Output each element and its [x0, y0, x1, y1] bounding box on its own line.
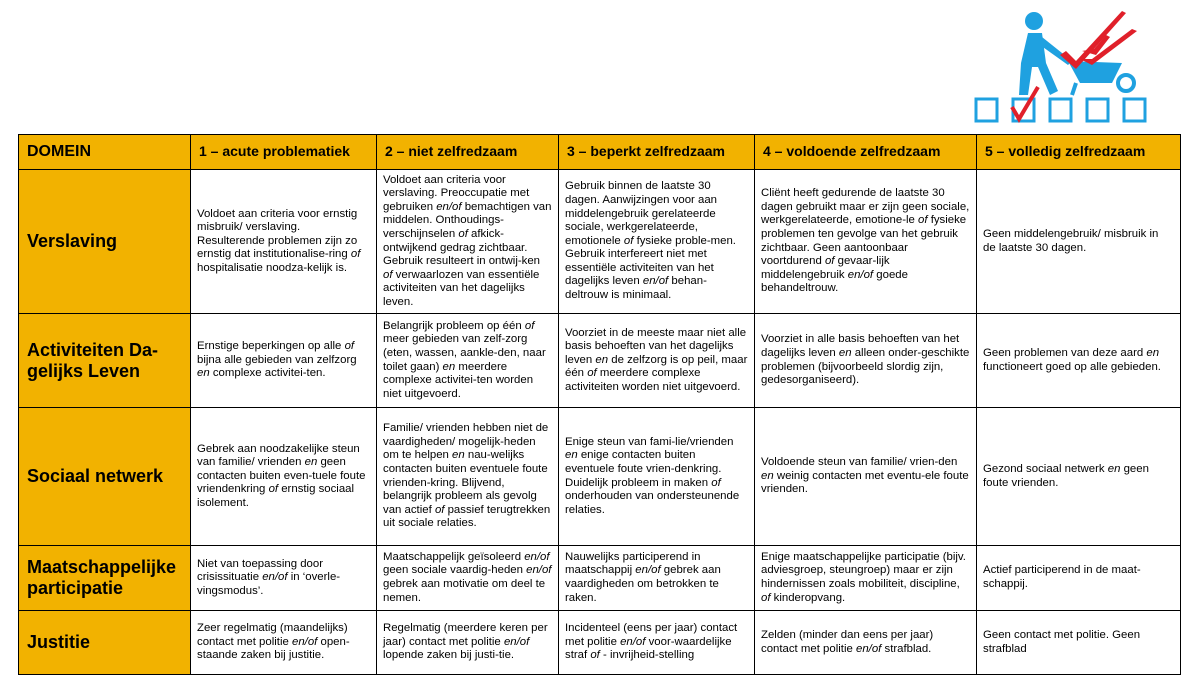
- header-level-1: 1 – acute problematiek: [191, 135, 377, 170]
- table-cell: Voldoende steun van familie/ vrien-den en weinig contacten met eventu-ele foute vrienden.: [755, 408, 977, 546]
- table-cell: Actief participerend in de maat-schappij.: [977, 546, 1181, 611]
- domain-label: Justitie: [19, 611, 191, 675]
- table-row-justitie: [19, 611, 1181, 675]
- table-cell: Ernstige beperkingen op alle of bijna alle gebieden van zelfzorg en complexe activitei-ten.: [191, 314, 377, 408]
- table-cell: Geen contact met politie. Geen strafblad: [977, 611, 1181, 675]
- table-cell: Voorziet in alle basis behoeften van het dagelijks leven en alleen onder-geschikte problemen (bijvoorbeeld slordig zijn, gedesorganiseerd).: [755, 314, 977, 408]
- table-row-participatie: [19, 546, 1181, 611]
- table-cell: Regelmatig (meerdere keren per jaar) contact met politie en/of lopende zaken bij justi-tie.: [377, 611, 559, 675]
- self-sufficiency-matrix: [18, 134, 1181, 675]
- domain-label: Sociaal netwerk: [19, 408, 191, 546]
- header-row: [19, 135, 1181, 170]
- table-cell: Geen middelengebruik/ misbruik in de laatste 30 dagen.: [977, 170, 1181, 314]
- table-cell: Enige maatschappelijke participatie (bijv. adviesgroep, steungroep) maar er zijn hindernissen zoals mobiliteit, discipline, of kinderopvang.: [755, 546, 977, 611]
- header-domain: DOMEIN: [19, 135, 191, 170]
- table-cell: Cliënt heeft gedurende de laatste 30 dagen gebruikt maar er zijn geen sociale, werkgerelateerde, emotione-le of fysieke problemen ten gevolge van het gebruik zichtbaar. Geen aantoonbaar voortdurend of gevaar-lijk middelengebruik en/of goede behandeltrouw.: [755, 170, 977, 314]
- table-cell: Zelden (minder dan eens per jaar) contact met politie en/of strafblad.: [755, 611, 977, 675]
- table-cell: Familie/ vrienden hebben niet de vaardigheden/ mogelijk-heden om te helpen en nau-welijks contacten buiten eventuele foute vrienden-kring. Blijvend, belangrijk probleem als gevolg van actief of passief terugtrekken uit sociale relaties.: [377, 408, 559, 546]
- self-sufficiency-logo-icon: [972, 3, 1162, 125]
- table-cell: Niet van toepassing door crisissituatie en/of in ‘overle-vingsmodus’.: [191, 546, 377, 611]
- domain-label: Maatschappelijke participatie: [19, 546, 191, 611]
- table-cell: Geen problemen van deze aard en functioneert goed op alle gebieden.: [977, 314, 1181, 408]
- table-cell: Gebrek aan noodzakelijke steun van familie/ vrienden en geen contacten buiten even-tuele foute vriendenkring of ernstig sociaal isolement.: [191, 408, 377, 546]
- table-cell: Voorziet in de meeste maar niet alle basis behoeften van het dagelijks leven en de zelfzorg is op peil, maar één of meerdere complexe activiteiten worden niet uitgevoerd.: [559, 314, 755, 408]
- domain-label: Verslaving: [19, 170, 191, 314]
- table-cell: Enige steun van fami-lie/vrienden en enige contacten buiten eventuele foute vrien-denkring. Duidelijk probleem in maken of onderhouden van ondersteunende relaties.: [559, 408, 755, 546]
- table-cell: Incidenteel (eens per jaar) contact met politie en/of voor-waardelijke straf of - invrijheid-stelling: [559, 611, 755, 675]
- table-cell: Zeer regelmatig (maandelijks) contact met politie en/of open-staande zaken bij justitie.: [191, 611, 377, 675]
- header-level-2: 2 – niet zelfredzaam: [377, 135, 559, 170]
- table-cell: Maatschappelijk geïsoleerd en/of geen sociale vaardig-heden en/of gebrek aan motivatie om deel te nemen.: [377, 546, 559, 611]
- table-cell: Voldoet aan criteria voor verslaving. Preoccupatie met gebruiken en/of bemachtigen van middelen. Onthoudings-verschijnselen of afkick-ontwijkend gedrag zichtbaar. Gebruik resulteert in ontwij-ken of verwaarlozen van essentiële activiteiten van het dagelijks leven.: [377, 170, 559, 314]
- table-row-adl: [19, 314, 1181, 408]
- table-cell: Nauwelijks participerend in maatschappij en/of gebrek aan vaardigheden om betrokken te raken.: [559, 546, 755, 611]
- table-cell: Gezond sociaal netwerk en geen foute vrienden.: [977, 408, 1181, 546]
- header-level-4: 4 – voldoende zelfredzaam: [755, 135, 977, 170]
- domain-label: Activiteiten Da-gelijks Leven: [19, 314, 191, 408]
- table-row-sociaal: [19, 408, 1181, 546]
- table-cell: Belangrijk probleem op één of meer gebieden van zelf-zorg (eten, wassen, aankle-den, naar toilet gaan) en meerdere complexe activitei-ten worden niet uitgevoerd.: [377, 314, 559, 408]
- table-cell: Gebruik binnen de laatste 30 dagen. Aanwijzingen voor aan middelengebruik gerelateerde sociale, werkgerelateerde, emotionele of fysieke proble-men. Gebruik interfereert niet met essentiële activiteiten van het dagelijks leven en/of behan-deltrouw is minimaal.: [559, 170, 755, 314]
- header-level-3: 3 – beperkt zelfredzaam: [559, 135, 755, 170]
- header-level-5: 5 – volledig zelfredzaam: [977, 135, 1181, 170]
- table-cell: Voldoet aan criteria voor ernstig misbruik/ verslaving. Resulterende problemen zijn zo ernstig dat institutionalise-ring of hospitalisatie noodza-kelijk is.: [191, 170, 377, 314]
- table-row-verslaving: [19, 170, 1181, 314]
